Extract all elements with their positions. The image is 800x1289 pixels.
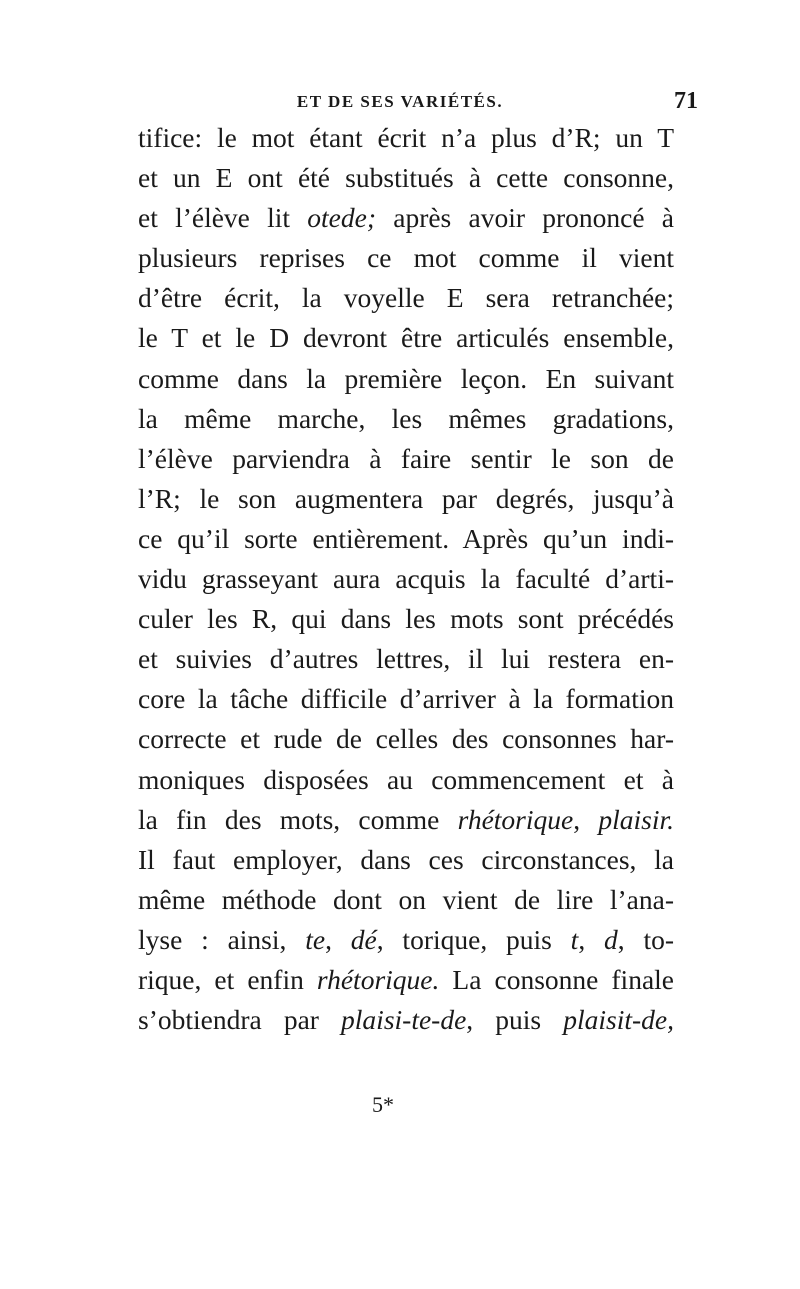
- running-head: [120, 88, 698, 118]
- text-line: [138, 198, 674, 238]
- italic-text: te: [305, 923, 326, 955]
- text-segment: le T et le D devront être articulés ensemble,: [138, 322, 674, 354]
- text-segment: et un E ont été substitués à cette consonne,: [138, 162, 674, 194]
- text-segment: rique, et enfin: [138, 963, 317, 995]
- text-segment: l’élève parviendra à faire sentir le son de: [138, 442, 674, 474]
- italic-text: rhétorique.: [316, 963, 440, 995]
- text-line: [138, 118, 674, 158]
- text-segment: La consonne finale: [439, 963, 674, 995]
- text-line: [138, 238, 674, 278]
- text-segment: ,: [325, 923, 351, 955]
- text-line: [138, 840, 674, 880]
- text-segment: l’R; le son augmentera par degrés, jusqu’à: [138, 482, 674, 514]
- italic-text: rhétorique: [457, 803, 574, 835]
- text-line: [138, 278, 674, 318]
- italic-text: plaisi-te-de: [341, 1004, 467, 1036]
- text-segment: ,: [573, 803, 599, 835]
- text-segment: après avoir prononcé à: [376, 202, 674, 234]
- text-segment: vidu grasseyant aura acquis la faculté d’arti-: [138, 563, 674, 595]
- text-segment: et suivies d’autres lettres, il lui restera en-: [138, 643, 674, 675]
- text-line: [138, 639, 674, 679]
- text-line: [138, 800, 674, 840]
- running-title: ET DE SES VARIÉTÉS.: [296, 92, 504, 111]
- italic-text: dé: [350, 923, 377, 955]
- text-line: [138, 559, 674, 599]
- text-segment: d’être écrit, la voyelle E sera retranchée;: [138, 282, 674, 314]
- italic-text: t: [570, 923, 579, 955]
- text-segment: ce qu’il sorte entièrement. Après qu’un indi-: [138, 522, 674, 554]
- text-line: [138, 719, 674, 759]
- text-line: [138, 679, 674, 719]
- text-segment: même méthode dont on vient de lire l’ana-: [138, 883, 674, 915]
- text-segment: , to-: [617, 923, 675, 955]
- text-line: [138, 399, 674, 439]
- text-segment: comme dans la première leçon. En suivant: [138, 362, 674, 394]
- text-segment: ,: [578, 923, 605, 955]
- text-segment: la fin des mots, comme: [138, 803, 458, 835]
- text-segment: moniques disposées au commencement et à: [138, 763, 674, 795]
- text-segment: s’obtiendra par: [138, 1004, 342, 1036]
- text-line: [138, 359, 674, 399]
- text-segment: tifice: le mot étant écrit n’a plus d’R; un T: [138, 122, 674, 153]
- text-segment: et l’élève lit: [138, 202, 308, 234]
- text-line: [138, 479, 674, 519]
- text-line: [138, 760, 674, 800]
- text-line: [138, 1000, 674, 1040]
- text-line: [138, 960, 674, 1000]
- text-segment: correcte et rude de celles des consonnes har-: [138, 723, 674, 755]
- text-segment: lyse : ainsi,: [138, 923, 306, 955]
- text-line: [138, 318, 674, 358]
- text-line: [138, 519, 674, 559]
- text-segment: plusieurs reprises ce mot comme il vient: [138, 242, 674, 274]
- body-text: [138, 118, 674, 1040]
- italic-text: plaisit-de,: [563, 1004, 674, 1036]
- text-line: [138, 920, 674, 960]
- italic-text: d: [604, 923, 618, 955]
- text-segment: Il faut employer, dans ces circonstances, la: [138, 843, 674, 875]
- italic-text: plaisir.: [598, 803, 674, 835]
- text-segment: la même marche, les mêmes gradations,: [138, 402, 674, 434]
- text-segment: culer les R, qui dans les mots sont précédés: [138, 603, 674, 635]
- text-segment: , puis: [466, 1004, 564, 1036]
- text-line: [138, 599, 674, 639]
- text-segment: , torique, puis: [376, 923, 571, 955]
- text-line: [138, 880, 674, 920]
- text-segment: core la tâche difficile d’arriver à la formation: [138, 683, 674, 715]
- signature-mark: 5*: [372, 1092, 394, 1117]
- italic-text: otede;: [307, 202, 376, 234]
- page-number: 71: [674, 88, 698, 114]
- text-line: [138, 158, 674, 198]
- text-line: [138, 439, 674, 479]
